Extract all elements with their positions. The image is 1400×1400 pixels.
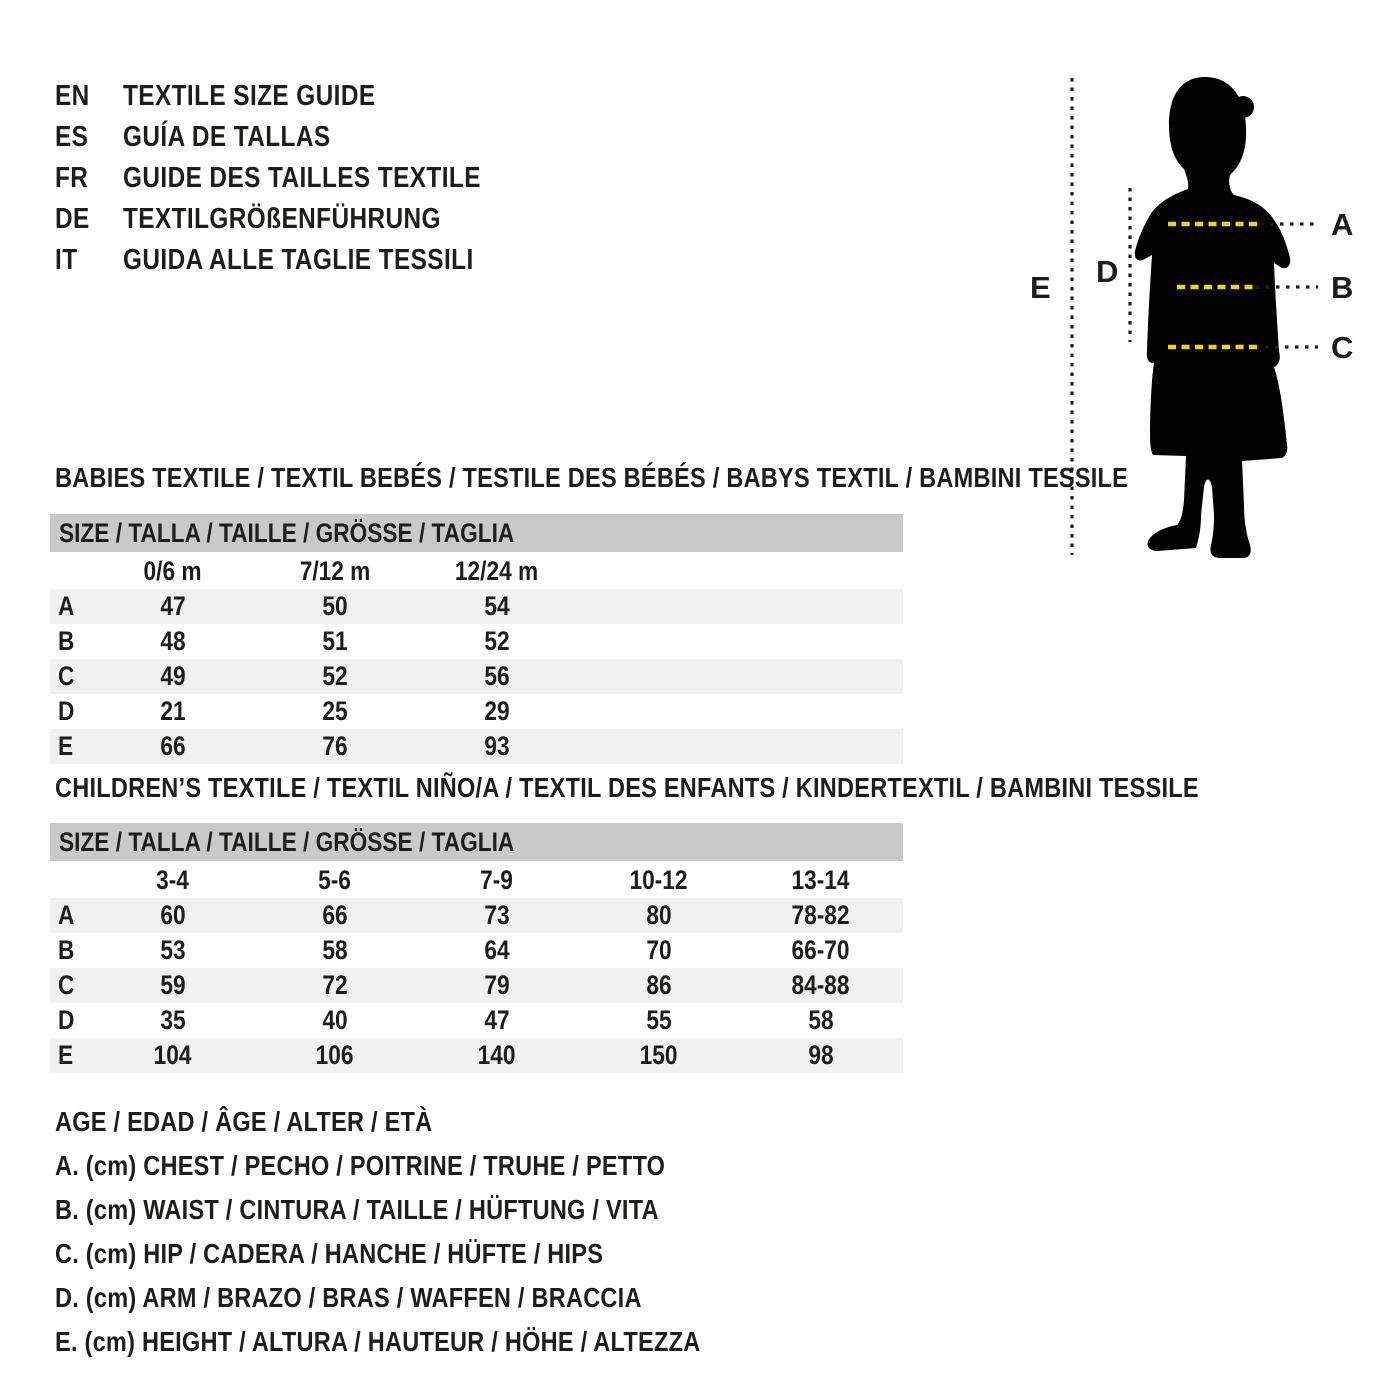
cell-value: 78-82 [791, 900, 851, 930]
legend-line-b [55, 1188, 823, 1232]
cell-value: 93 [484, 731, 510, 761]
lang-row-es [55, 117, 549, 158]
children-col-4: 13-14 [791, 864, 851, 895]
title-de: TEXTILGRÖßENFÜHRUNG [123, 203, 441, 235]
lang-code-fr: FR [55, 162, 89, 194]
figure-label-e: E [1030, 270, 1051, 305]
babies-size-table [50, 553, 903, 764]
cell-value: 140 [478, 1040, 516, 1070]
children-section-title-text: CHILDREN’S TEXTILE / TEXTIL NIÑO/A / TEXTIL DES ENFANTS / KINDERTEXTIL / BAMBINI TESSILE [55, 772, 1199, 803]
children-col-1: 5-6 [318, 864, 352, 895]
cell-value: 56 [484, 661, 510, 691]
row-label: D [58, 1005, 75, 1035]
table-row [50, 624, 903, 659]
children-size-header-text: SIZE / TALLA / TAILLE / GRÖSSE / TAGLIA [59, 826, 515, 857]
cell-value: 29 [484, 696, 510, 726]
table-row [50, 1003, 903, 1038]
language-title-block [55, 76, 549, 281]
cell-value: 66 [322, 900, 348, 930]
cell-value: 49 [160, 661, 186, 691]
cell-value: 98 [808, 1040, 834, 1070]
cell-value: 25 [322, 696, 348, 726]
cell-value: 72 [322, 970, 348, 1000]
children-size-header-bar [50, 823, 903, 861]
children-section-title [55, 772, 1400, 804]
legend-height-text: E. (cm) HEIGHT / ALTURA / HAUTEUR / HÖHE / ALTEZZA [55, 1326, 701, 1357]
cell-value: 47 [160, 591, 186, 621]
row-label: A [58, 900, 75, 930]
cell-value: 70 [646, 935, 672, 965]
legend-line-d [55, 1276, 823, 1320]
cell-value: 52 [322, 661, 348, 691]
babies-section-title-text: BABIES TEXTILE / TEXTIL BEBÉS / TESTILE DES BÉBÉS / BABYS TEXTIL / BAMBINI TESSILE [55, 462, 1129, 493]
measure-legend [55, 1100, 823, 1364]
title-fr: GUIDE DES TAILLES TEXTILE [123, 162, 481, 194]
cell-value: 79 [484, 970, 510, 1000]
children-col-2: 7-9 [480, 864, 514, 895]
lang-row-fr [55, 158, 549, 199]
cell-value: 64 [484, 935, 510, 965]
row-label: E [58, 1040, 74, 1070]
legend-waist-text: B. (cm) WAIST / CINTURA / TAILLE / HÜFTUNG / VITA [55, 1194, 659, 1225]
table-row [50, 968, 903, 1003]
babies-size-header-bar [50, 514, 903, 552]
figure-label-c: C [1331, 330, 1354, 365]
cell-value: 80 [646, 900, 672, 930]
cell-value: 53 [160, 935, 186, 965]
babies-col-0: 0/6 m [143, 555, 202, 586]
cell-value: 76 [322, 731, 348, 761]
lang-row-de [55, 199, 549, 240]
figure-label-b: B [1331, 270, 1354, 305]
children-col-0: 3-4 [156, 864, 190, 895]
table-row [50, 1038, 903, 1073]
cell-value: 84-88 [791, 970, 851, 1000]
cell-value: 60 [160, 900, 186, 930]
legend-age-line [55, 1100, 823, 1144]
table-row [50, 694, 903, 729]
cell-value: 58 [322, 935, 348, 965]
title-es: GUÍA DE TALLAS [123, 121, 331, 153]
hair-flick-shape [1232, 96, 1254, 118]
babies-column-header-row [50, 553, 903, 589]
legend-arm-text: D. (cm) ARM / BRAZO / BRAS / WAFFEN / BRACCIA [55, 1282, 642, 1313]
row-label: B [58, 626, 75, 656]
babies-col-2: 12/24 m [455, 555, 539, 586]
lang-code-de: DE [55, 203, 90, 235]
cell-value: 48 [160, 626, 186, 656]
cell-value: 35 [160, 1005, 186, 1035]
children-size-table [50, 862, 903, 1073]
cell-value: 86 [646, 970, 672, 1000]
row-label: C [58, 970, 75, 1000]
children-column-header-row [50, 862, 903, 898]
row-label: A [58, 591, 75, 621]
lang-code-it: IT [55, 244, 78, 276]
title-it: GUIDA ALLE TAGLIE TESSILI [123, 244, 474, 276]
legend-age-text: AGE / EDAD / ÂGE / ALTER / ETÀ [55, 1106, 433, 1137]
table-row [50, 898, 903, 933]
row-label: C [58, 661, 75, 691]
cell-value: 21 [160, 696, 186, 726]
table-row [50, 729, 903, 764]
babies-col-1: 7/12 m [299, 555, 371, 586]
cell-value: 50 [322, 591, 348, 621]
cell-value: 51 [322, 626, 348, 656]
cell-value: 73 [484, 900, 510, 930]
babies-section-title [55, 462, 1333, 494]
row-label: B [58, 935, 75, 965]
babies-size-header-text: SIZE / TALLA / TAILLE / GRÖSSE / TAGLIA [59, 517, 515, 548]
figure-label-a: A [1331, 207, 1354, 242]
legend-line-e [55, 1320, 823, 1364]
cell-value: 58 [808, 1005, 834, 1035]
cell-value: 47 [484, 1005, 510, 1035]
row-label: D [58, 696, 75, 726]
table-row [50, 933, 903, 968]
figure-label-d: D [1096, 254, 1119, 289]
legend-line-a [55, 1144, 823, 1188]
table-row [50, 659, 903, 694]
cell-value: 150 [640, 1040, 678, 1070]
cell-value: 40 [322, 1005, 348, 1035]
cell-value: 54 [484, 591, 510, 621]
title-en: TEXTILE SIZE GUIDE [123, 80, 376, 112]
lang-code-es: ES [55, 121, 89, 153]
cell-value: 106 [316, 1040, 354, 1070]
legend-line-c [55, 1232, 823, 1276]
cell-value: 104 [154, 1040, 192, 1070]
cell-value: 59 [160, 970, 186, 1000]
children-col-3: 10-12 [629, 864, 689, 895]
legend-hip-text: C. (cm) HIP / CADERA / HANCHE / HÜFTE / HIPS [55, 1238, 604, 1269]
cell-value: 66-70 [791, 935, 851, 965]
cell-value: 66 [160, 731, 186, 761]
lang-row-en [55, 76, 549, 117]
table-row [50, 589, 903, 624]
lang-row-it [55, 240, 549, 281]
legend-chest-text: A. (cm) CHEST / PECHO / POITRINE / TRUHE / PETTO [55, 1150, 666, 1181]
cell-value: 55 [646, 1005, 672, 1035]
cell-value: 52 [484, 626, 510, 656]
row-label: E [58, 731, 74, 761]
lang-code-en: EN [55, 80, 90, 112]
